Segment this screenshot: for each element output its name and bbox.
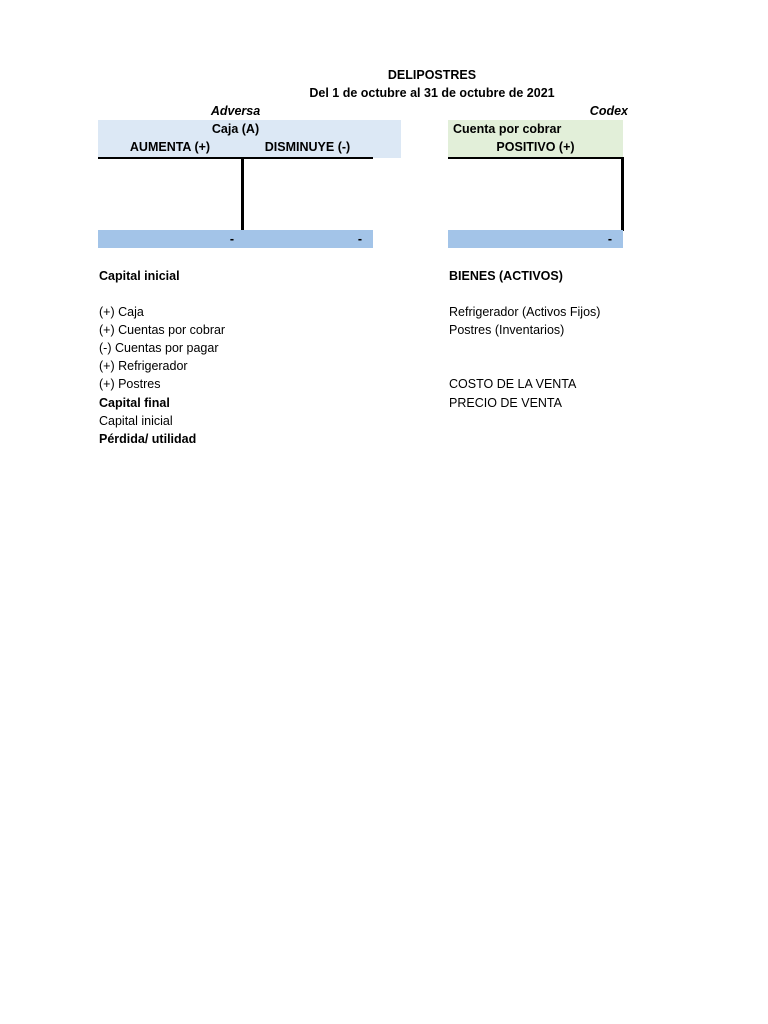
cost-of-sale-label: COSTO DE LA VENTA: [449, 377, 577, 391]
asset-item-refrigerador: Refrigerador (Activos Fijos): [449, 305, 601, 319]
capital-item-postres: (+) Postres: [99, 377, 161, 391]
capital-item-caja: (+) Caja: [99, 305, 144, 319]
caja-debit-label: AUMENTA (+): [129, 140, 211, 154]
period-subtitle: Del 1 de octubre al 31 de octubre de 2021: [309, 86, 555, 100]
capital-heading: Capital inicial: [99, 269, 180, 283]
cxc-debit-label: POSITIVO (+): [496, 140, 575, 154]
caja-credit-total: -: [357, 232, 362, 246]
left-account-group-label: Adversa: [210, 104, 261, 118]
caja-t-horizontal-line: [98, 157, 373, 159]
capital-item-refrigerador: (+) Refrigerador: [99, 359, 188, 373]
capital-item-cuentas-por-pagar: (-) Cuentas por pagar: [99, 341, 219, 355]
caja-account-name: Caja (A): [211, 122, 260, 136]
capital-item-cuentas-por-cobrar: (+) Cuentas por cobrar: [99, 323, 226, 337]
sale-price-label: PRECIO DE VENTA: [449, 396, 562, 410]
cxc-debit-total: -: [607, 232, 612, 246]
right-account-group-label: Codex: [589, 104, 628, 118]
assets-heading: BIENES (ACTIVOS): [449, 269, 563, 283]
cxc-account-name: Cuenta por cobrar: [453, 122, 562, 136]
asset-item-postres: Postres (Inventarios): [449, 323, 565, 337]
caja-credit-label: DISMINUYE (-): [264, 140, 351, 154]
company-title: DELIPOSTRES: [387, 68, 477, 82]
cxc-t-vertical-line: [621, 157, 624, 231]
capital-initial-label: Capital inicial: [99, 414, 173, 428]
capital-final-label: Capital final: [99, 396, 170, 410]
cxc-t-horizontal-line: [448, 157, 623, 159]
caja-t-vertical-line: [241, 157, 244, 231]
result-label: Pérdida/ utilidad: [99, 432, 197, 446]
caja-debit-total: -: [229, 232, 234, 246]
